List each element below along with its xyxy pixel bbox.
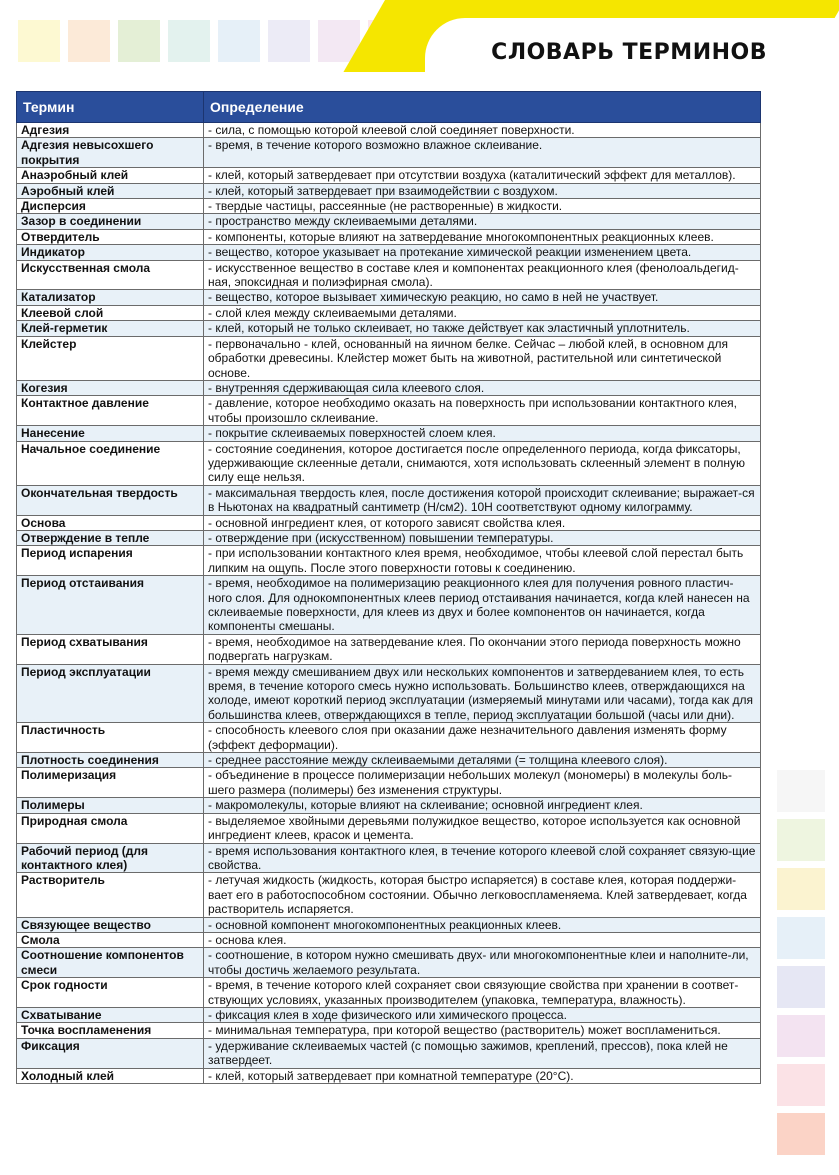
table-row: [17, 168, 761, 183]
table-header-row: [17, 92, 761, 123]
term-cell: Клеевой слой: [17, 305, 204, 320]
definition-cell: - время между смешиванием двух или нескольких компонентов и затвердеванием клея, то есть время, в течение которого смесь нужно использовать. Большинство клеев, отверждающихся на холоде, имеют короткий период эксплуатации (измеряемый минутами или часами), тогда как для большинства клеев, отверждающихся в тепле, период эксплуатации большой (часы или дни).: [204, 664, 761, 723]
table-row: [17, 798, 761, 813]
term-cell: Срок годности: [17, 978, 204, 1008]
table-row: [17, 1023, 761, 1038]
term-cell: Природная смола: [17, 813, 204, 843]
term-cell: Индикатор: [17, 245, 204, 260]
definition-cell: - время использования контактного клея, в течение которого клеевой слой сохраняет связую-щие свойства.: [204, 843, 761, 873]
definition-cell: - клей, который затвердевает при комнатной температуре (20°С).: [204, 1068, 761, 1083]
definition-cell: - вещество, которое указывает на протекание химической реакции изменением цвета.: [204, 245, 761, 260]
table-row: [17, 199, 761, 214]
definition-cell: - основа клея.: [204, 932, 761, 947]
side-color-swatch: [777, 917, 825, 959]
table-row: [17, 396, 761, 426]
definition-cell: - первоначально - клей, основанный на яичном белке. Сейчас – любой клей, в основном для обработки древесины. Клейстер может быть на животной, растительной или синтетической основе.: [204, 336, 761, 380]
term-cell: Период отстаивания: [17, 576, 204, 635]
definition-cell: - время, в течение которого возможно влажное склеивание.: [204, 138, 761, 168]
table-row: [17, 1038, 761, 1068]
term-cell: Когезия: [17, 380, 204, 395]
term-cell: Адгезия: [17, 123, 204, 138]
definition-cell: - отверждение при (искусственном) повышении температуры.: [204, 530, 761, 545]
definition-cell: - твердые частицы, рассеянные (не растворенные) в жидкости.: [204, 199, 761, 214]
term-cell: Анаэробный клей: [17, 168, 204, 183]
table-row: [17, 768, 761, 798]
table-row: [17, 530, 761, 545]
table-row: [17, 260, 761, 290]
table-row: [17, 948, 761, 978]
definition-cell: - выделяемое хвойными деревьями полужидкое вещество, которое используется как основной ингредиент клеев, красок и цемента.: [204, 813, 761, 843]
definition-cell: - пространство между склеиваемыми деталями.: [204, 214, 761, 229]
definition-cell: - минимальная температура, при которой вещество (растворитель) может воспламениться.: [204, 1023, 761, 1038]
table-row: [17, 380, 761, 395]
table-row: [17, 305, 761, 320]
color-swatch: [68, 20, 110, 62]
definition-cell: - клей, который затвердевает при отсутствии воздуха (каталитический эффект для металлов).: [204, 168, 761, 183]
definition-cell: - время, необходимое на затвердевание клея. По окончании этого периода поверхность можно подвергать нагрузкам.: [204, 634, 761, 664]
term-cell: Окончательная твердость: [17, 485, 204, 515]
definition-cell: - внутренняя сдерживающая сила клеевого слоя.: [204, 380, 761, 395]
color-swatch: [118, 20, 160, 62]
term-cell: Период эксплуатации: [17, 664, 204, 723]
table-row: [17, 753, 761, 768]
glossary-body: [17, 123, 761, 1084]
side-color-swatch-strip: [777, 770, 825, 1162]
table-row: [17, 214, 761, 229]
definition-cell: - компоненты, которые влияют на затвердевание многокомпонентных реакционных клеев.: [204, 229, 761, 244]
definition-cell: - среднее расстояние между склеиваемыми деталями (= толщина клеевого слоя).: [204, 753, 761, 768]
table-row: [17, 873, 761, 917]
term-cell: Плотность соединения: [17, 753, 204, 768]
term-cell: Аэробный клей: [17, 183, 204, 198]
term-cell: Клейстер: [17, 336, 204, 380]
side-color-swatch: [777, 770, 825, 812]
table-row: [17, 441, 761, 485]
side-color-swatch: [777, 819, 825, 861]
definition-cell: - давление, которое необходимо оказать на поверхность при использовании контактного клея, чтобы произошло склеивание.: [204, 396, 761, 426]
definition-cell: - сила, с помощью которой клеевой слой соединяет поверхности.: [204, 123, 761, 138]
definition-cell: - фиксация клея в ходе физического или химического процесса.: [204, 1007, 761, 1022]
definition-cell: - клей, который не только склеивает, но также действует как эластичный уплотнитель.: [204, 321, 761, 336]
side-color-swatch: [777, 1064, 825, 1106]
term-cell: Основа: [17, 515, 204, 530]
color-swatch: [18, 20, 60, 62]
table-row: [17, 183, 761, 198]
definition-cell: - летучая жидкость (жидкость, которая быстро испаряется) в составе клея, которая поддержи-вает его в работоспособном состоянии. Обычно легковоспламеняема. Клей затвердевает, когда растворитель испаряется.: [204, 873, 761, 917]
table-row: [17, 546, 761, 576]
definition-cell: - основной ингредиент клея, от которого зависят свойства клея.: [204, 515, 761, 530]
color-swatch: [268, 20, 310, 62]
side-color-swatch: [777, 1113, 825, 1155]
side-color-swatch: [777, 868, 825, 910]
definition-cell: - состояние соединения, которое достигается после определенного периода, когда фиксаторы, удерживающие склеенные детали, снимаются, хотя использовать склеенный элемент в полную силу еще нельзя.: [204, 441, 761, 485]
term-cell: Холодный клей: [17, 1068, 204, 1083]
definition-cell: - искусственное вещество в составе клея и компонентах реакционного клея (фенолоальдегид-ная, эпоксидная и полиэфирная смола).: [204, 260, 761, 290]
term-cell: Связующее вещество: [17, 917, 204, 932]
side-color-swatch: [777, 966, 825, 1008]
color-swatch: [168, 20, 210, 62]
term-cell: Фиксация: [17, 1038, 204, 1068]
definition-cell: - слой клея между склеиваемыми деталями.: [204, 305, 761, 320]
side-color-swatch: [777, 1015, 825, 1057]
table-row: [17, 634, 761, 664]
definition-cell: - способность клеевого слоя при оказании даже незначительного давления изменять форму (эффект деформации).: [204, 723, 761, 753]
definition-cell: - время, в течение которого клей сохраняет свои связующие свойства при хранении в соответ-ствующих условиях, указанных производителем (упаковка, температура, влажность).: [204, 978, 761, 1008]
term-cell: Нанесение: [17, 426, 204, 441]
term-cell: Адгезия невысохшего покрытия: [17, 138, 204, 168]
term-cell: Клей-герметик: [17, 321, 204, 336]
definition-cell: - максимальная твердость клея, после достижения которой происходит склеивание; выражает-ся в Ньютонах на квадратный сантиметр (Н/см2). 10Н соответствуют одному килограмму.: [204, 485, 761, 515]
table-row: [17, 932, 761, 947]
table-row: [17, 723, 761, 753]
table-row: [17, 336, 761, 380]
definition-cell: - при использовании контактного клея время, необходимое, чтобы клеевой слой перестал быть липким на ощупь. После этого поверхности готовы к соединению.: [204, 546, 761, 576]
term-cell: Период испарения: [17, 546, 204, 576]
term-cell: Соотношение компонентов смеси: [17, 948, 204, 978]
definition-cell: - покрытие склеиваемых поверхностей слоем клея.: [204, 426, 761, 441]
table-row: [17, 485, 761, 515]
table-row: [17, 978, 761, 1008]
definition-cell: - основной компонент многокомпонентных реакционных клеев.: [204, 917, 761, 932]
definition-cell: - клей, который затвердевает при взаимодействии с воздухом.: [204, 183, 761, 198]
definition-cell: - макромолекулы, которые влияют на склеивание; основной ингредиент клея.: [204, 798, 761, 813]
term-cell: Начальное соединение: [17, 441, 204, 485]
term-cell: Дисперсия: [17, 199, 204, 214]
definition-cell: - соотношение, в котором нужно смешивать двух- или многокомпонентные клеи и наполните-ли, чтобы достичь желаемого результата.: [204, 948, 761, 978]
term-cell: Смола: [17, 932, 204, 947]
term-cell: Отвердитель: [17, 229, 204, 244]
table-row: [17, 1068, 761, 1083]
term-cell: Растворитель: [17, 873, 204, 917]
table-row: [17, 1007, 761, 1022]
term-cell: Рабочий период (для контактного клея): [17, 843, 204, 873]
term-cell: Отверждение в тепле: [17, 530, 204, 545]
table-row: [17, 576, 761, 635]
table-row: [17, 138, 761, 168]
column-header-definition: Определение: [204, 92, 761, 123]
table-row: [17, 321, 761, 336]
term-cell: Схватывание: [17, 1007, 204, 1022]
table-row: [17, 843, 761, 873]
table-row: [17, 229, 761, 244]
color-swatch: [218, 20, 260, 62]
table-row: [17, 123, 761, 138]
glossary-table: [16, 91, 761, 1084]
table-row: [17, 917, 761, 932]
term-cell: Полимеры: [17, 798, 204, 813]
table-row: [17, 245, 761, 260]
term-cell: Катализатор: [17, 290, 204, 305]
definition-cell: - время, необходимое на полимеризацию реакционного клея для получения ровного пластич-ного слоя. Для однокомпонентных клеев период отстаивания начинается, когда клей нанесен на склеиваемые поверхности, для клеев из двух и более компонентов он начинается, когда компоненты смешаны.: [204, 576, 761, 635]
term-cell: Период схватывания: [17, 634, 204, 664]
page-title: СЛОВАРЬ ТЕРМИНОВ: [491, 40, 767, 65]
table-row: [17, 664, 761, 723]
definition-cell: - объединение в процессе полимеризации небольших молекул (мономеры) в молекулы боль-шего размера (полимеры) без изменения структуры.: [204, 768, 761, 798]
table-row: [17, 426, 761, 441]
definition-cell: - вещество, которое вызывает химическую реакцию, но само в ней не участвует.: [204, 290, 761, 305]
term-cell: Зазор в соединении: [17, 214, 204, 229]
term-cell: Точка воспламенения: [17, 1023, 204, 1038]
term-cell: Пластичность: [17, 723, 204, 753]
table-row: [17, 290, 761, 305]
column-header-term: Термин: [17, 92, 204, 123]
term-cell: Искусственная смола: [17, 260, 204, 290]
table-row: [17, 813, 761, 843]
table-row: [17, 515, 761, 530]
term-cell: Контактное давление: [17, 396, 204, 426]
definition-cell: - удерживание склеиваемых частей (с помощью зажимов, креплений, прессов), пока клей не затвердеет.: [204, 1038, 761, 1068]
term-cell: Полимеризация: [17, 768, 204, 798]
